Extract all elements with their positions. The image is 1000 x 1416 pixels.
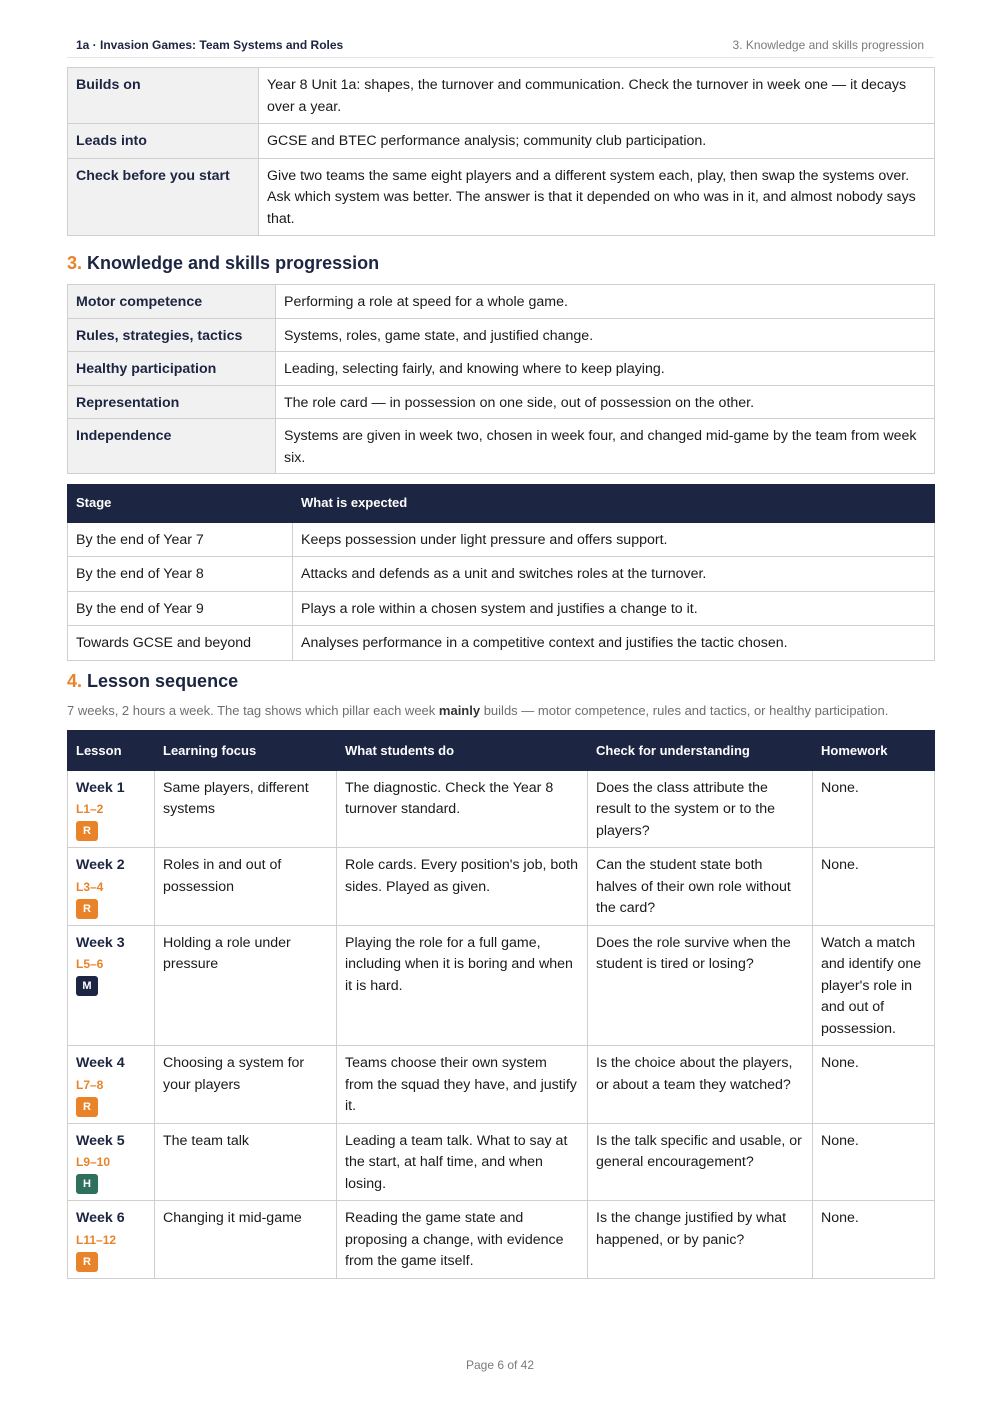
homework-cell: None. [813,1046,935,1124]
row-text: Year 8 Unit 1a: shapes, the turnover and communication. Check the turnover in week one — it decays over a year. [259,68,935,124]
row-label: Motor competence [68,285,276,319]
focus-cell: Choosing a system for your players [155,1046,337,1124]
activity-cell: Role cards. Every position's job, both sides. Played as given. [337,848,588,926]
focus-cell: Changing it mid-game [155,1201,337,1279]
lesson-sequence-intro [67,703,888,718]
check-cell: Is the talk specific and usable, or general encouragement? [588,1123,813,1201]
lesson-table [67,730,935,1279]
column-header: Lesson [68,731,155,771]
check-cell: Does the role survive when the student is tired or losing? [588,925,813,1046]
table-row [68,522,935,557]
lesson-numbers: L3–4 [76,879,104,894]
activity-cell: Reading the game state and proposing a change, with evidence from the game itself. [337,1201,588,1279]
table-row [68,352,935,386]
lesson-cell [68,1123,155,1201]
table-row [68,1123,935,1201]
week-label: Week 1 [76,779,125,796]
row-text: Give two teams the same eight players and a different system each, play, then swap the systems over. Ask which system was better. The answer is that it depended on who was in it, and almost nobody says that. [259,158,935,236]
lesson-cell [68,1046,155,1124]
pillar-tag: R [76,899,98,919]
homework-cell: None. [813,1201,935,1279]
column-header: Check for understanding [588,731,813,771]
lesson-cell [68,925,155,1046]
table-row [68,285,935,319]
row-label: Check before you start [68,158,259,236]
intro-text: 7 weeks, 2 hours a week. The tag shows which pillar each week [67,703,439,718]
lesson-numbers: L11–12 [76,1232,117,1247]
activity-cell: Leading a team talk. What to say at the start, at half time, and when losing. [337,1123,588,1201]
pillar-tag: H [76,1174,98,1194]
activity-cell: Playing the role for a full game, including when it is boring and when it is hard. [337,925,588,1046]
context-table [67,67,935,236]
table-row [68,591,935,626]
week-label: Week 5 [76,1132,125,1149]
expectation-cell: Plays a role within a chosen system and justifies a change to it. [293,591,935,626]
activity-cell: The diagnostic. Check the Year 8 turnover standard. [337,770,588,848]
table-header-row [68,485,935,523]
focus-cell: Roles in and out of possession [155,848,337,926]
lesson-numbers: L5–6 [76,957,104,971]
column-header: Homework [813,731,935,771]
expectation-cell: Keeps possession under light pressure and offers support. [293,522,935,557]
stage-cell: By the end of Year 8 [68,557,293,592]
week-label: Week 6 [76,1210,125,1226]
table-row [68,318,935,352]
running-header [67,38,934,58]
table-row [68,1046,935,1124]
homework-cell: Watch a match and identify one player's role in and out of possession. [813,925,935,1046]
stage-cell: Towards GCSE and beyond [68,626,293,661]
table-row [68,925,935,1046]
row-text: GCSE and BTEC performance analysis; community club participation. [259,124,935,159]
table-row [68,626,935,661]
column-header: Learning focus [155,731,337,771]
week-label: Week 2 [76,857,125,873]
column-header: What students do [337,731,588,771]
lesson-cell [68,1201,155,1279]
row-text: The role card — in possession on one side, out of possession on the other. [276,385,935,419]
homework-cell: None. [813,770,935,848]
homework-cell: None. [813,848,935,926]
check-cell: Can the student state both halves of their own role without the card? [588,848,813,926]
table-row [68,385,935,419]
expectation-cell: Analyses performance in a competitive context and justifies the tactic chosen. [293,626,935,661]
section-number: 4. [67,671,83,691]
check-cell: Is the choice about the players, or about a team they watched? [588,1046,813,1124]
column-header: Stage [68,485,293,523]
table-row [68,1201,935,1279]
row-label: Representation [68,385,276,419]
focus-cell: The team talk [155,1123,337,1201]
table-row [68,848,935,926]
table-row [68,68,935,124]
unit-title: 1a · Invasion Games: Team Systems and Roles [76,38,344,52]
row-text: Systems, roles, game state, and justified change. [276,318,935,352]
page-number: Page 6 of 42 [465,1358,535,1372]
intro-emphasis: mainly [438,703,481,718]
strands-table [67,284,935,474]
week-label: Week 4 [76,1055,125,1071]
row-text: Leading, selecting fairly, and knowing where to keep playing. [276,352,935,386]
lesson-cell [68,770,155,848]
expectation-cell: Attacks and defends as a unit and switches roles at the turnover. [293,557,935,592]
pillar-tag: R [76,1097,98,1117]
table-row [68,419,935,474]
lesson-numbers: L7–8 [76,1077,104,1092]
row-label: Independence [68,419,276,474]
row-label: Rules, strategies, tactics [68,318,276,352]
row-label: Builds on [68,68,259,124]
week-label: Week 3 [76,934,125,951]
pillar-tag: R [76,1252,98,1272]
intro-text: builds — motor competence, rules and tactics, or healthy participation. [480,703,889,718]
section-3-heading [67,253,379,274]
table-row [68,770,935,848]
check-cell: Does the class attribute the result to the system or to the players? [588,770,813,848]
focus-cell: Holding a role under pressure [155,925,337,1046]
stages-table [67,484,935,661]
pillar-tag: M [76,976,98,996]
pillar-tag: R [76,821,98,841]
row-label: Healthy participation [68,352,276,386]
check-cell: Is the change justified by what happened, or by panic? [588,1201,813,1279]
section-title: 3. Knowledge and skills progression [732,38,924,52]
row-text: Performing a role at speed for a whole game. [276,285,935,319]
lesson-numbers: L1–2 [76,802,104,816]
homework-cell: None. [813,1123,935,1201]
focus-cell: Same players, different systems [155,770,337,848]
lesson-numbers: L9–10 [76,1155,111,1169]
activity-cell: Teams choose their own system from the squad they have, and justify it. [337,1046,588,1124]
section-number: 3. [67,253,83,273]
table-row [68,158,935,236]
row-text: Systems are given in week two, chosen in week four, and changed mid-game by the team from week six. [276,419,935,474]
section-heading-text: Knowledge and skills progression [87,253,380,273]
table-row [68,557,935,592]
stage-cell: By the end of Year 7 [68,522,293,557]
section-4-heading [67,671,238,692]
table-header-row [68,731,935,771]
lesson-cell [68,848,155,926]
column-header: What is expected [293,485,935,523]
row-label: Leads into [68,124,259,159]
table-row [68,124,935,159]
stage-cell: By the end of Year 9 [68,591,293,626]
section-heading-text: Lesson sequence [87,671,239,691]
